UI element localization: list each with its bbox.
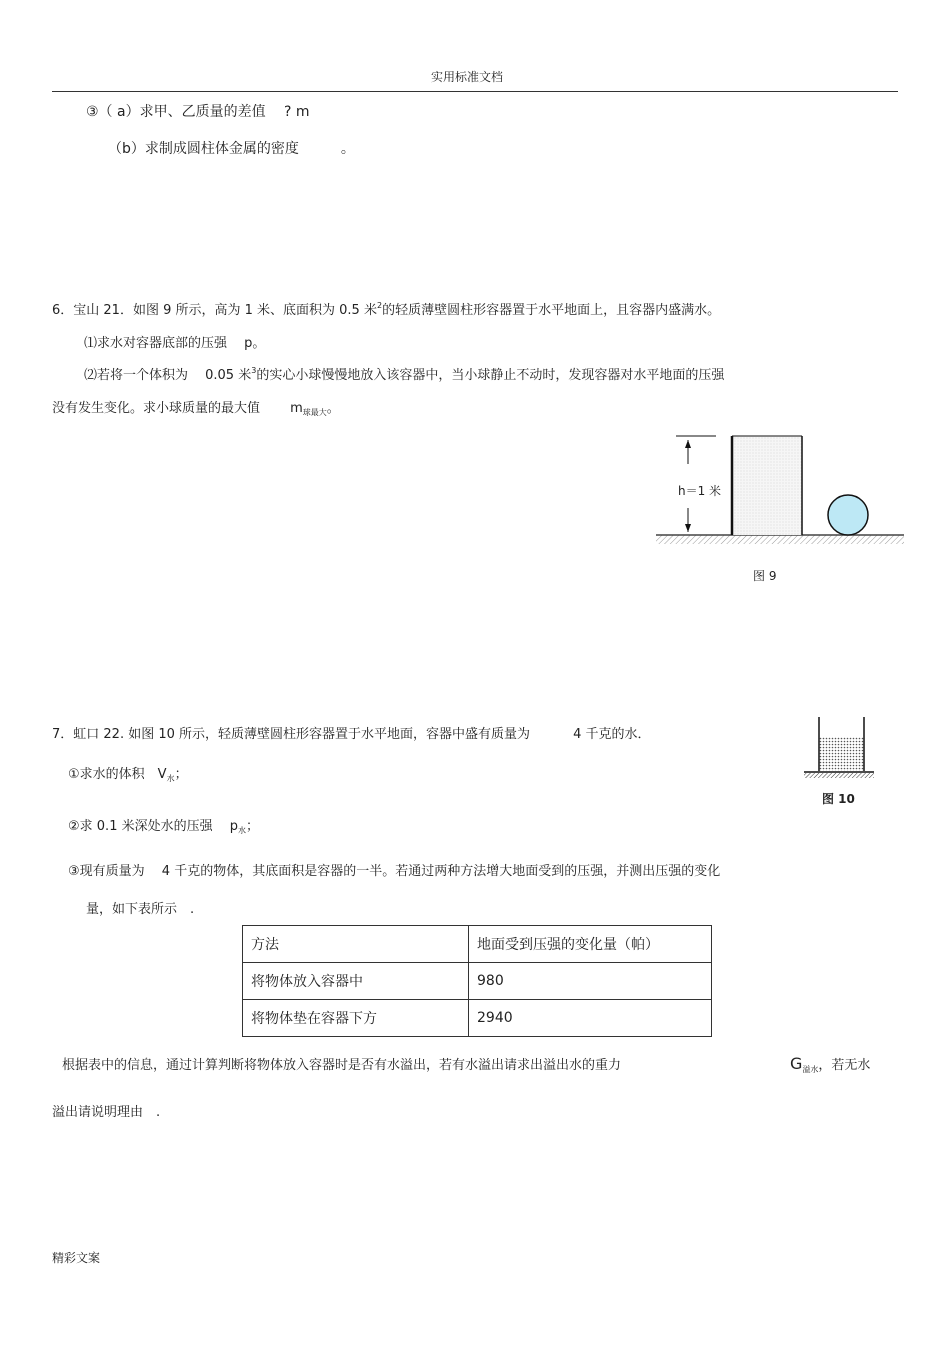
table-cell: 2940 — [469, 1000, 712, 1037]
q7-part1-sub: 水 — [166, 774, 175, 783]
page-header: 实用标准文档 — [431, 70, 504, 84]
table-header-row — [243, 926, 712, 963]
q6-part1 — [84, 332, 265, 351]
q6-stem — [52, 299, 720, 318]
q6-part2-text: ⑵若将一个体积为 0.05 米 — [84, 368, 252, 383]
table-header-method: 方法 — [243, 926, 469, 963]
q6-part2-line2-text: 没有发生变化。求小球质量的最大值 m — [52, 401, 303, 416]
figure-9-caption: 图 9 — [753, 569, 777, 583]
table-cell: 将物体放入容器中 — [243, 963, 469, 1000]
q5-part-b: （b）求制成圆柱体金属的密度 。 — [108, 141, 355, 157]
gravity-sub: 溢水 — [802, 1065, 819, 1074]
table-row — [243, 963, 712, 1000]
q6-part1-text: ⑴求水对容器底部的压强 p — [84, 336, 253, 351]
figure-10-caption: 图 10 — [822, 792, 855, 806]
page-footer: 精彩文案 — [52, 1251, 101, 1265]
q6-part2-line2-end: 。 — [326, 401, 340, 416]
q7-part2-end: ； — [245, 819, 259, 834]
q6-stem-sup: 2 — [376, 301, 383, 310]
q7-part1-end: ； — [174, 767, 188, 782]
table-cell: 980 — [469, 963, 712, 1000]
q6-part2-sup: 3 — [251, 366, 257, 375]
height-label: h＝1 米 — [678, 484, 722, 498]
q6-part2-line2 — [52, 397, 340, 416]
q7-part2 — [68, 815, 259, 834]
figure-10-diagram — [798, 713, 878, 779]
q7-part2-text: ②求 0.1 米深处水的压强 p — [68, 819, 238, 834]
gravity-symbol: G — [790, 1054, 803, 1073]
header-divider — [52, 91, 898, 92]
q6-part2-text-2: 的实心小球慢慢地放入该容器中，当小球静止不动时，发现容器对水平地面的压强 — [256, 368, 725, 383]
ball — [828, 495, 868, 535]
q6-part1-end: 。 — [252, 336, 266, 351]
q6-stem-text: 6．宝山 21．如图 9 所示，高为 1 米、底面积为 0.5 米 — [52, 303, 377, 318]
water — [819, 737, 864, 771]
table-row — [243, 1000, 712, 1037]
q7-conclusion: 根据表中的信息，通过计算判断将物体放入容器时是否有水溢出，若有水溢出请求出溢出水的重力 — [62, 1058, 622, 1073]
table-cell: 将物体垫在容器下方 — [243, 1000, 469, 1037]
q7-stem: 7．虹口 22. 如图 10 所示，轻质薄壁圆柱形容器置于水平地面，容器中盛有质量为 4 千克的水． — [52, 727, 651, 742]
q6-stem-text-2: 的轻质薄壁圆柱形容器置于水平地面上，且容器内盛满水。 — [382, 303, 721, 318]
q7-conclusion-tail — [790, 1054, 870, 1073]
q7-part2-sub: 水 — [237, 826, 246, 835]
ground — [804, 773, 874, 778]
q7-part3-line2: 量，如下表所示 . — [86, 902, 195, 917]
table-header-change: 地面受到压强的变化量（帕） — [469, 926, 712, 963]
container — [732, 436, 802, 535]
q7-conclusion-line2: 溢出请说明理由 . — [52, 1105, 161, 1120]
q7-part1 — [68, 763, 188, 782]
q5-part-a: ③（ a）求甲、乙质量的差值 ? m — [86, 104, 310, 120]
pressure-table — [242, 925, 712, 1037]
q7-conclusion-end: ，若无水 — [818, 1058, 871, 1073]
q7-part1-text: ①求水的体积 V — [68, 767, 167, 782]
q6-part2-line2-sub: 球最大 — [302, 408, 327, 417]
ground — [656, 535, 904, 544]
q6-part2 — [84, 364, 724, 383]
q7-part3: ③现有质量为 4 千克的物体，其底面积是容器的一半。若通过两种方法增大地面受到的压强，并测出压强的变化 — [68, 864, 721, 879]
